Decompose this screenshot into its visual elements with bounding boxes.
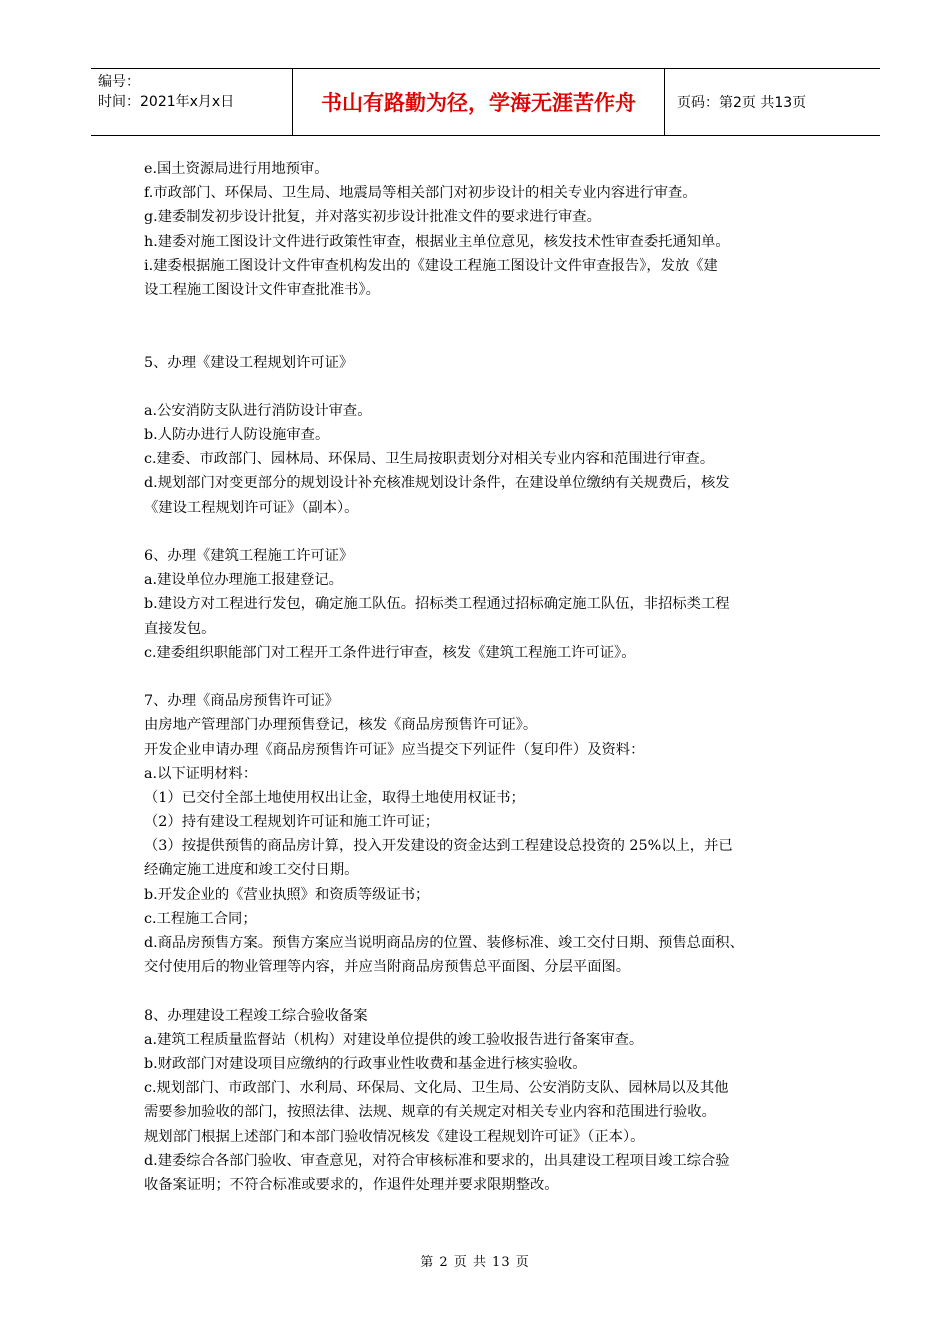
text-line: 由房地产管理部门办理预售登记，核发《商品房预售许可证》。 [144, 717, 538, 734]
text-line: c.建委组织职能部门对工程开工条件进行审查，核发《建筑工程施工许可证》。 [144, 644, 636, 661]
header-page-number: 页码：第2页 共13页 [677, 95, 807, 111]
text-line: 设工程施工图设计文件审查批准书》。 [144, 281, 380, 298]
text-line: a.建设单位办理施工报建登记。 [144, 572, 343, 589]
text-line: f.市政部门、环保局、卫生局、地震局等相关部门对初步设计的相关专业内容进行审查。 [144, 185, 697, 202]
text-line: b.人防办进行人防设施审查。 [144, 427, 330, 444]
text-line: c.建委、市政部门、园林局、环保局、卫生局按职责划分对相关专业内容和范围进行审查。 [144, 451, 715, 468]
header-slogan: 书山有路勤为径，学海无涯苦作舟 [293, 69, 665, 135]
text-line: g.建委制发初步设计批复，并对落实初步设计批准文件的要求进行审查。 [144, 209, 601, 226]
text-line: 经确定施工进度和竣工交付日期。 [144, 862, 359, 879]
text-line: b.建设方对工程进行发包，确定施工队伍。招标类工程通过招标确定施工队伍，非招标类工程 [144, 596, 730, 613]
text-line: （3）按提供预售的商品房计算，投入开发建设的资金达到工程建设总投资的 25%以上，并已 [144, 838, 733, 855]
text-line: 需要参加验收的部门，按照法律、法规、规章的有关规定对相关专业内容和范围进行验收。 [144, 1104, 716, 1121]
text-line: d.规划部门对变更部分的规划设计补充核准规划设计条件，在建设单位缴纳有关规费后，核发 [144, 475, 730, 492]
time-label: 时间：2021年x月x日 [98, 94, 235, 110]
text-line: c.规划部门、市政部门、水利局、环保局、文化局、卫生局、公安消防支队、园林局以及其他 [144, 1080, 729, 1097]
text-line: b.开发企业的《营业执照》和资质等级证书； [144, 886, 430, 903]
text-line: a.以下证明材料： [144, 765, 258, 782]
header-info-cell [91, 69, 293, 135]
text-line: d.商品房预售方案。预售方案应当说明商品房的位置、装修标准、竣工交付日期、预售总面积、 [144, 935, 744, 951]
text-line: 6、办理《建筑工程施工许可证》 [144, 548, 354, 564]
text-line: e.国土资源局进行用地预审。 [144, 161, 329, 177]
text-line: 《建设工程规划许可证》（副本）。 [144, 499, 359, 516]
text-line: c.工程施工合同； [144, 910, 257, 927]
blank-line [144, 520, 844, 544]
text-line: b.财政部门对建设项目应缴纳的行政事业性收费和基金进行核实验收。 [144, 1055, 587, 1072]
blank-line [144, 302, 844, 326]
blank-line [144, 326, 844, 350]
blank-line [144, 665, 844, 689]
text-line: 交付使用后的物业管理等内容，并应当附商品房预售总平面图、分层平面图。 [144, 959, 631, 976]
text-line: 规划部门根据上述部门和本部门验收情况核发《建设工程规划许可证》（正本）。 [144, 1128, 645, 1145]
text-line: 直接发包。 [144, 620, 216, 637]
text-line: a.建筑工程质量监督站（机构）对建设单位提供的竣工验收报告进行备案审查。 [144, 1031, 644, 1048]
text-line: 7、办理《商品房预售许可证》 [144, 693, 339, 710]
blank-line [144, 375, 844, 399]
text-line: i.建委根据施工图设计文件审查机构发出的《建设工程施工图设计文件审查报告》，发放《建 [144, 257, 718, 274]
text-line: h.建委对施工图设计文件进行政策性审查，根据业主单位意见，核发技术性审查委托通知单。 [144, 233, 730, 250]
text-line: a.公安消防支队进行消防设计审查。 [144, 402, 372, 419]
text-line: 开发企业申请办理《商品房预售许可证》应当提交下列证件（复印件）及资料： [144, 741, 645, 758]
text-line: 收备案证明；不符合标准或要求的，作退件处理并要求限期整改。 [144, 1176, 559, 1193]
text-line: 5、办理《建设工程规划许可证》 [144, 354, 354, 371]
text-line: （1）已交付全部土地使用权出让金，取得土地使用权证书； [144, 789, 525, 806]
page-header [91, 68, 880, 136]
page-footer: 第 2 页 共 13 页 [420, 1255, 530, 1270]
text-line: d.建委综合各部门验收、审查意见，对符合审核标准和要求的，出具建设工程项目竣工综合验 [144, 1152, 730, 1169]
text-line: （2）持有建设工程规划许可证和施工许可证； [144, 814, 440, 831]
serial-number-label: 编号： [98, 74, 140, 90]
document-body [144, 157, 844, 1197]
text-line: 8、办理建设工程竣工综合验收备案 [144, 1007, 368, 1024]
blank-line [144, 979, 844, 1003]
